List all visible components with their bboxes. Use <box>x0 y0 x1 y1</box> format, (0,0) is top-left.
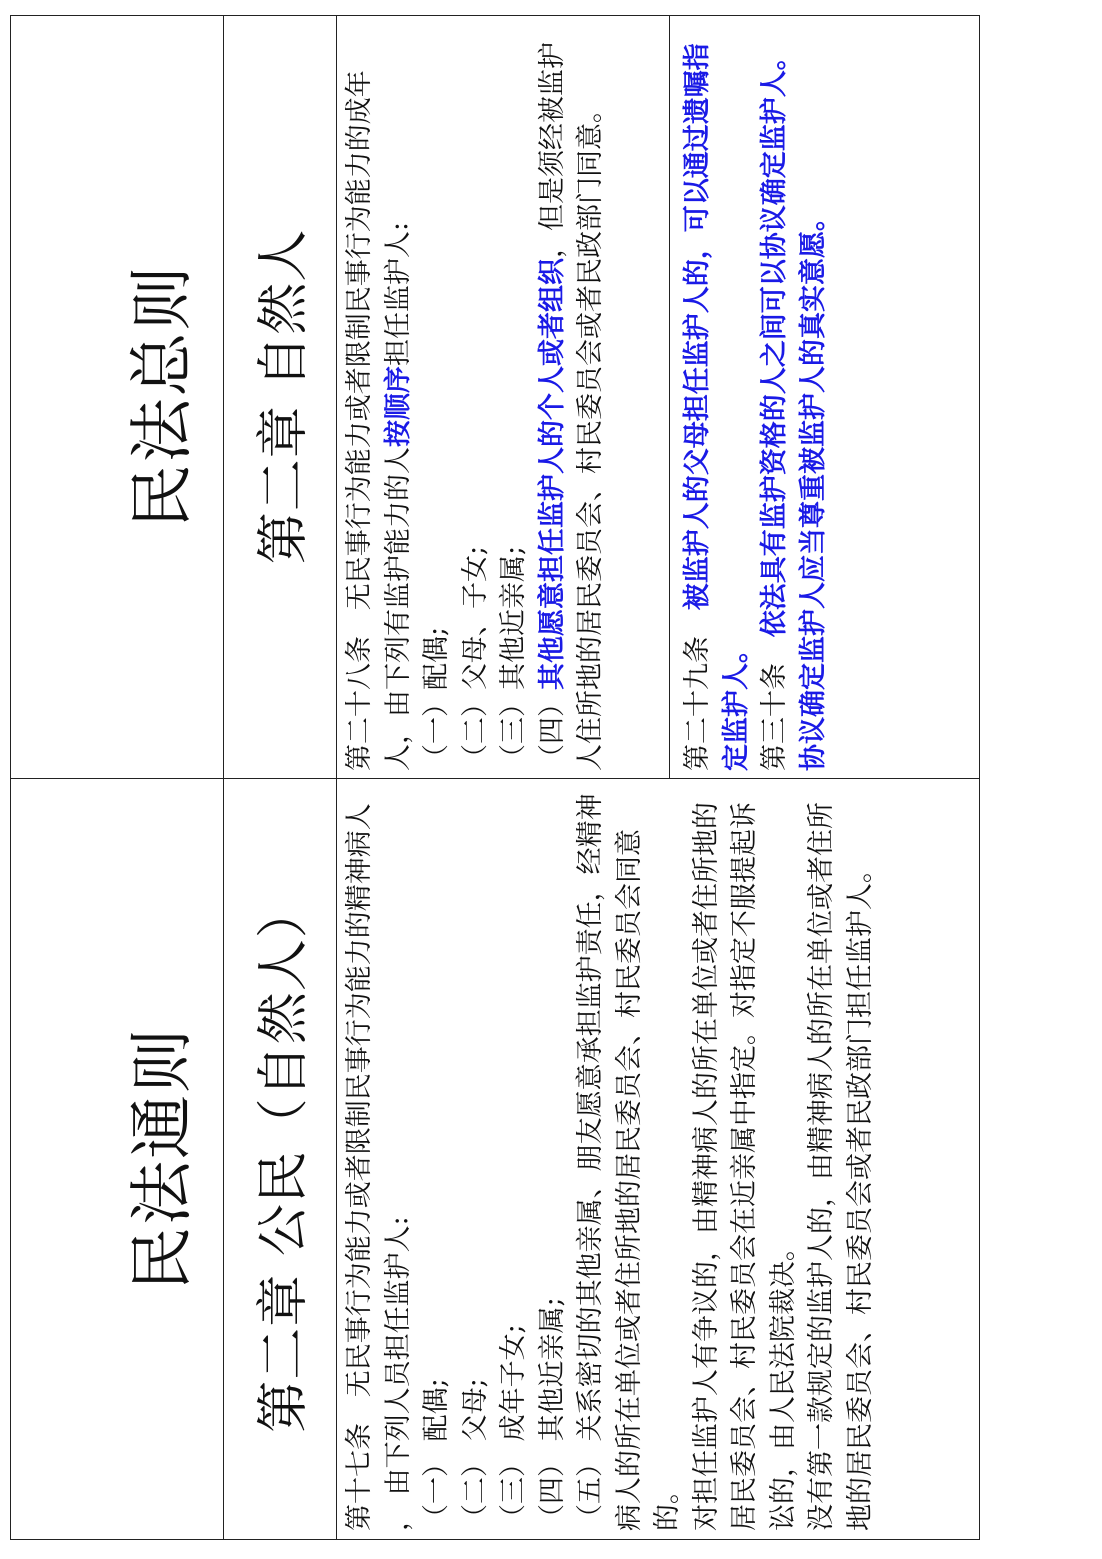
article-label: 第十七条 <box>344 1397 375 1531</box>
list-item: （一）配偶; <box>421 626 452 771</box>
right-articles-29-30 <box>679 21 833 771</box>
right-chapter-heading: 第二章 自然人 <box>254 228 314 565</box>
right-article-28: 第二十八条 无民事行为能力或者限制民事行为能力的成年人，由下列有监护能力的人按顺序担任监护人: （一）配偶; （二）父母、子女; （三）其他近亲属; （四）其他愿意担任监护人的个人或者组织，但是须经被监护人住所地的居民委员会、村民委员会或者民政部门同意。 <box>341 21 611 771</box>
left-title: 民法通则 <box>126 1027 200 1291</box>
article-text: 无民事行为能力或者限制民事行为能力的精神病人 ， 由下列人员担任监护人: <box>344 803 414 1531</box>
list-item: （四） 其他近亲属; <box>536 1297 568 1531</box>
article-divider <box>669 16 670 779</box>
list-item: （五） 关系密切的其他亲属、朋友愿意承担监护责任，经精神病人的所在单位或者住所地的居民委员会、村民委员会同意的。 <box>575 793 683 1531</box>
list-item: （三）其他近亲属; <box>498 545 529 771</box>
paragraph: 对担任监护人有争议的，由精神病人的所在单位或者住所地的居民委员会、村民委员会在近亲属中指定。对指定不服提起诉讼的，由人民法院裁决。 <box>690 802 799 1531</box>
list-item: （一） 配偶; <box>421 1378 452 1531</box>
list-item: （二）父母、子女; <box>459 545 491 771</box>
right-title: 民法总则 <box>126 264 200 529</box>
list-item: （四）其他愿意担任监护人的个人或者组织，但是须经被监护人住所地的居民委员会、村民委员会或者民政部门同意。 <box>536 42 606 771</box>
header-divider <box>223 16 224 1539</box>
highlight-text: 被监护人的父母担任监护人的，可以通过遗嘱指定监护人。 <box>682 43 752 771</box>
list-item: （三） 成年子女; <box>498 1324 529 1531</box>
left-chapter-heading: 第二章 公民（自然人） <box>254 885 314 1433</box>
article-label: 第二十九条 <box>682 610 713 771</box>
highlight-text: 其他愿意担任监护人的个人或者组织 <box>536 258 568 690</box>
paragraph: 没有第一款规定的监护人的，由精神病人的所在单位或者住所地的居民委员会、村民委员会或者民政部门担任监护人。 <box>806 802 876 1531</box>
highlight-text: 按顺序 <box>382 366 414 447</box>
comparison-table <box>10 15 980 1540</box>
subheader-divider <box>336 16 337 1539</box>
list-item: （二） 父母; <box>459 1378 491 1531</box>
article-label: 第三十条 <box>759 637 790 771</box>
article-label: 第二十八条 <box>344 610 375 771</box>
left-article-17 <box>341 786 880 1531</box>
highlight-text: 依法具有监护资格的人之间可以协议确定监护人。协议确定监护人应当尊重被监护人的真实意愿。 <box>759 43 829 771</box>
